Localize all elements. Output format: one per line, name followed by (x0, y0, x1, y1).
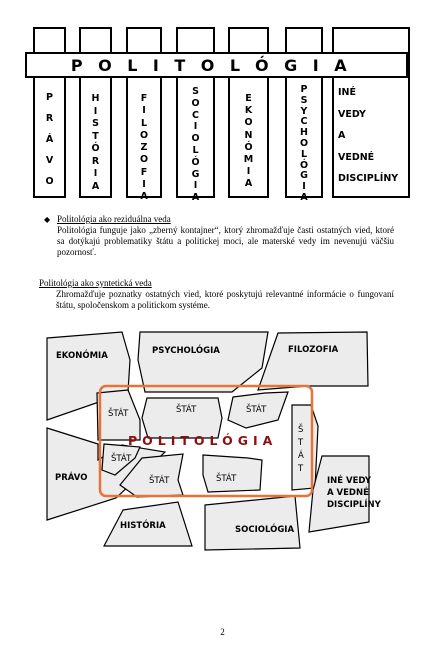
column-letter: A (191, 192, 200, 204)
label-ine-2: A VEDNÉ (327, 488, 369, 498)
stat-label-3: ŠTÁT (246, 405, 267, 415)
column-letter: I (193, 180, 198, 192)
column-letter: C (192, 109, 199, 121)
column-letter: N (244, 129, 253, 141)
stat-label-4: ŠTÁT (111, 454, 132, 464)
column-letter: M (243, 154, 254, 166)
column-letter: G (300, 170, 308, 182)
ine-vedy-word: A (338, 130, 346, 141)
label-ekonomia: EKONÓMIA (56, 351, 108, 361)
page-number: 2 (220, 627, 225, 637)
column-letter: I (302, 181, 306, 193)
column-letter: O (191, 97, 200, 109)
column-letter: T (92, 130, 99, 142)
column-letter: L (192, 144, 199, 156)
column-letter: L (300, 148, 308, 160)
column-letter: Z (140, 142, 148, 154)
banner-title: POLITOLÓGIA (70, 55, 363, 75)
column-letter: L (140, 117, 148, 129)
column-letter: G (191, 168, 200, 180)
column-letter: Y (300, 105, 308, 117)
column-letter: F (140, 166, 148, 178)
label-psychologia: PSYCHOLÓGIA (152, 346, 220, 356)
label-historia: HISTÓRIA (120, 521, 166, 531)
column-letter: Ó (299, 159, 309, 171)
stat-vertical-4: T (298, 464, 304, 474)
region-stat-vertical (292, 405, 318, 490)
section-synthetic-body: Zhromažďuje poznatky ostatných vied, ktoré poskytujú relevantné informácie o fungovaní štátu, spoločenskom a politickom systéme. (56, 289, 394, 310)
column-letter: O (139, 129, 149, 141)
column-letter: O (139, 154, 149, 166)
column-letter: K (244, 105, 253, 117)
section-synthetic-heading: Politológia ako syntetická veda (39, 278, 152, 288)
column-letter: A (244, 178, 253, 190)
stat-vertical-2: T (298, 438, 304, 448)
column-letter: S (300, 94, 308, 106)
column-letter: R (91, 155, 100, 167)
column-letter: I (93, 168, 98, 179)
column-letter: C (300, 116, 308, 128)
region-stat-center-top (142, 398, 222, 438)
column-letter: A (300, 191, 308, 203)
column-letter: I (193, 121, 198, 133)
column-letter: S (192, 86, 199, 97)
label-filozofia: FILOZOFIA (288, 345, 339, 355)
column-letter: R (45, 113, 54, 124)
stat-label-6: ŠTÁT (216, 474, 237, 484)
stat-label-1: ŠTÁT (108, 409, 129, 419)
stat-vertical-3: Á (298, 451, 304, 461)
ine-vedy-word: VEDY (338, 108, 366, 120)
column-letter: I (142, 105, 146, 117)
column-letter: Ó (244, 141, 253, 153)
ine-vedy-word: DISCIPLÍNY (338, 173, 399, 184)
label-ine-3: DISCIPLÍNY (327, 500, 381, 510)
column-letter: O (45, 176, 54, 187)
column-letter: S (92, 118, 99, 129)
column-letter: O (299, 137, 309, 149)
label-sociologia: SOCIOLÓGIA (235, 525, 295, 535)
ine-vedy-word: INÉ (338, 87, 356, 98)
center-politologia: POLITOLÓGIA (128, 433, 278, 448)
region-sociologia (205, 496, 300, 550)
column-letter: H (300, 127, 308, 139)
column-letter: A (91, 180, 100, 192)
section-residual-body: Politológia funguje jako „zberný kontajner“, ktorý zhromažďuje časti ostatných vied, ktoré sa dotýkajú problematiky štátu a politickej moci, ale materské vedy im nevenujú väčšiu pozornosť. (57, 225, 394, 257)
label-pravo: PRÁVO (55, 473, 88, 483)
region-filozofia (258, 332, 368, 390)
column-letter: I (93, 105, 98, 117)
column-letter: E (245, 93, 252, 104)
column-letter: H (91, 93, 100, 104)
column-letter: P (46, 92, 53, 103)
section-residual-heading: Politológia ako reziduálna veda (57, 214, 171, 224)
column-letter: F (140, 93, 148, 104)
stat-label-2: ŠTÁT (176, 405, 197, 415)
column-letter: V (45, 155, 54, 166)
column-letter: P (300, 84, 308, 95)
bullet-icon: ◆ (44, 215, 51, 224)
region-psychologia (138, 332, 268, 392)
column-letter: O (244, 117, 253, 129)
column-letter: Ó (191, 156, 200, 168)
ine-vedy-word: VEDNÉ (338, 151, 375, 163)
column-letter: O (191, 133, 200, 145)
stat-vertical-1: Š (298, 425, 304, 435)
column-letter: I (142, 179, 146, 191)
column-letter: Ó (91, 143, 100, 154)
column-letter: A (140, 191, 148, 203)
stat-label-5: ŠTÁT (149, 476, 170, 486)
column-letter: I (246, 166, 251, 178)
label-ine-1: INÉ VEDY (327, 476, 372, 486)
column-letter: Á (45, 134, 54, 145)
